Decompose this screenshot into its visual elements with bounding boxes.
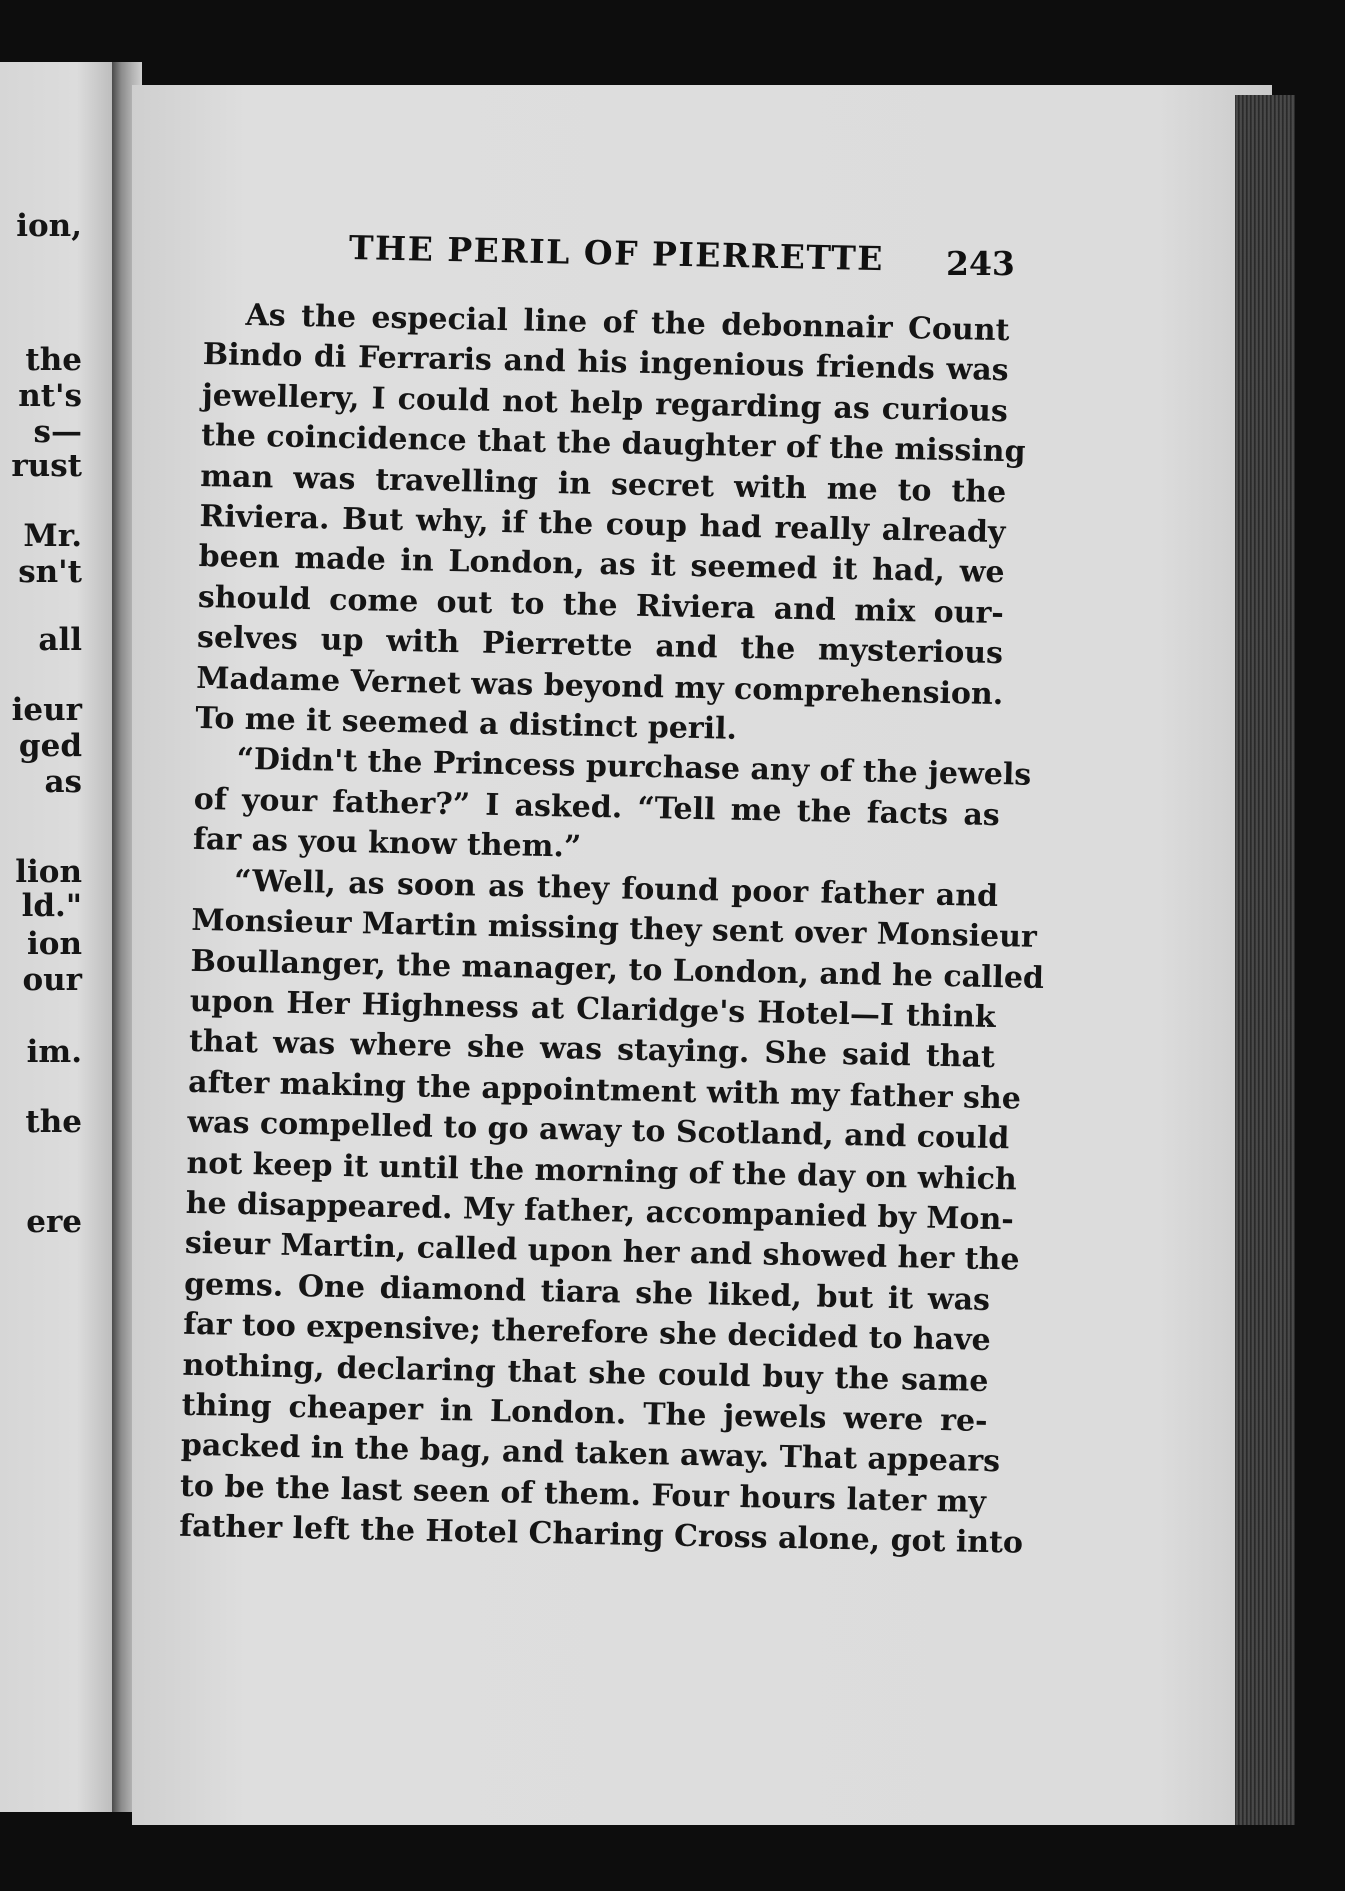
previous-page-fragment: all bbox=[38, 622, 82, 658]
text-line: “Didn't the Princess purchase any of the jewels bbox=[236, 742, 1032, 794]
running-head: THE PERIL OF PIERRETTE bbox=[348, 228, 885, 279]
text-line: sieur Martin, called upon her and showed her the bbox=[184, 1226, 1020, 1278]
previous-page-fragment: s— bbox=[33, 414, 82, 450]
paragraph bbox=[192, 739, 1032, 876]
previous-page-fragment: the bbox=[25, 1104, 82, 1140]
text-line: was compelled to go away to Scotland, and could bbox=[187, 1104, 1010, 1157]
previous-page-fragment: the bbox=[25, 342, 82, 378]
text-line: Madame Vernet was beyond my comprehension. bbox=[195, 660, 1004, 712]
text-line: upon Her Highness at Claridge's Hotel—I think bbox=[189, 983, 997, 1035]
text-line: gems. One diamond tiara she liked, but it was bbox=[183, 1266, 991, 1318]
text-line: To me it seemed a distinct peril. bbox=[195, 700, 738, 747]
previous-page-fragment: ged bbox=[18, 728, 82, 764]
text-line: far as you know them.” bbox=[192, 822, 582, 865]
text-line: Riviera. But why, if the coup had really already bbox=[199, 498, 1006, 551]
text-line: nothing, declaring that she could buy the same bbox=[182, 1347, 989, 1399]
text-line: man was travelling in secret with me to the bbox=[200, 458, 1007, 510]
text-line: after making the appointment with my father she bbox=[187, 1064, 1022, 1117]
text-line: jewellery, I could not help regarding as curious bbox=[201, 377, 1009, 429]
text-line: packed in the bag, and taken away. That appears bbox=[180, 1428, 1001, 1480]
text-line: Bindo di Ferraris and his ingenious friends was bbox=[202, 337, 1009, 389]
text-line: thing cheaper in London. The jewels were re- bbox=[181, 1387, 988, 1439]
previous-page-fragment: as bbox=[44, 764, 82, 800]
previous-page-fragment: ieur bbox=[11, 692, 82, 728]
text-line: As the especial line of the debonnair Count bbox=[245, 297, 1010, 349]
previous-page-fragment: sn't bbox=[18, 554, 82, 590]
previous-page-fragment: our bbox=[22, 962, 82, 998]
previous-page-fragment: nt's bbox=[18, 378, 82, 414]
previous-page-fragment: Mr. bbox=[23, 518, 82, 554]
previous-page-fragment: rust bbox=[11, 448, 82, 484]
text-line: been made in London, as it seemed it had, we bbox=[198, 539, 1005, 591]
previous-page-fragment: ere bbox=[26, 1204, 82, 1240]
previous-page-edge bbox=[0, 62, 128, 1812]
previous-page-fragment: lion bbox=[15, 854, 82, 890]
text-line: father left the Hotel Charing Cross alone, got into bbox=[178, 1508, 1024, 1561]
previous-page-fragment: ion bbox=[27, 926, 82, 962]
page-stack-edge bbox=[1235, 95, 1295, 1825]
paragraph bbox=[178, 861, 1045, 1564]
text-line: of your father?” I asked. “Tell me the facts as bbox=[193, 781, 1001, 833]
text-line: Monsieur Martin missing they sent over Monsieur bbox=[191, 902, 1038, 955]
page-number: 243 bbox=[946, 244, 1015, 283]
text-line: not keep it until the morning of the day on which bbox=[186, 1145, 1018, 1198]
text-line: he disappeared. My father, accompanied by Mon- bbox=[185, 1185, 1015, 1238]
body-text bbox=[178, 295, 1045, 1564]
text-line: to be the last seen of them. Four hours later my bbox=[179, 1468, 987, 1520]
text-line: “Well, as soon as they found poor father and bbox=[233, 863, 999, 914]
text-line: that was where she was staying. She said that bbox=[188, 1024, 996, 1076]
paragraph bbox=[195, 295, 1026, 756]
text-line: the coincidence that the daughter of the missing bbox=[200, 418, 1026, 470]
previous-page-fragment: ld." bbox=[21, 888, 82, 924]
text-line: Boullanger, the manager, to London, and he called bbox=[190, 943, 1045, 996]
text-line: selves up with Pierrette and the mysterious bbox=[196, 620, 1004, 672]
previous-page-fragment: ion, bbox=[16, 208, 82, 244]
text-line: should come out to the Riviera and mix our- bbox=[197, 579, 1005, 631]
previous-page-fragment: im. bbox=[26, 1034, 82, 1070]
text-line: far too expensive; therefore she decided to have bbox=[182, 1306, 992, 1359]
